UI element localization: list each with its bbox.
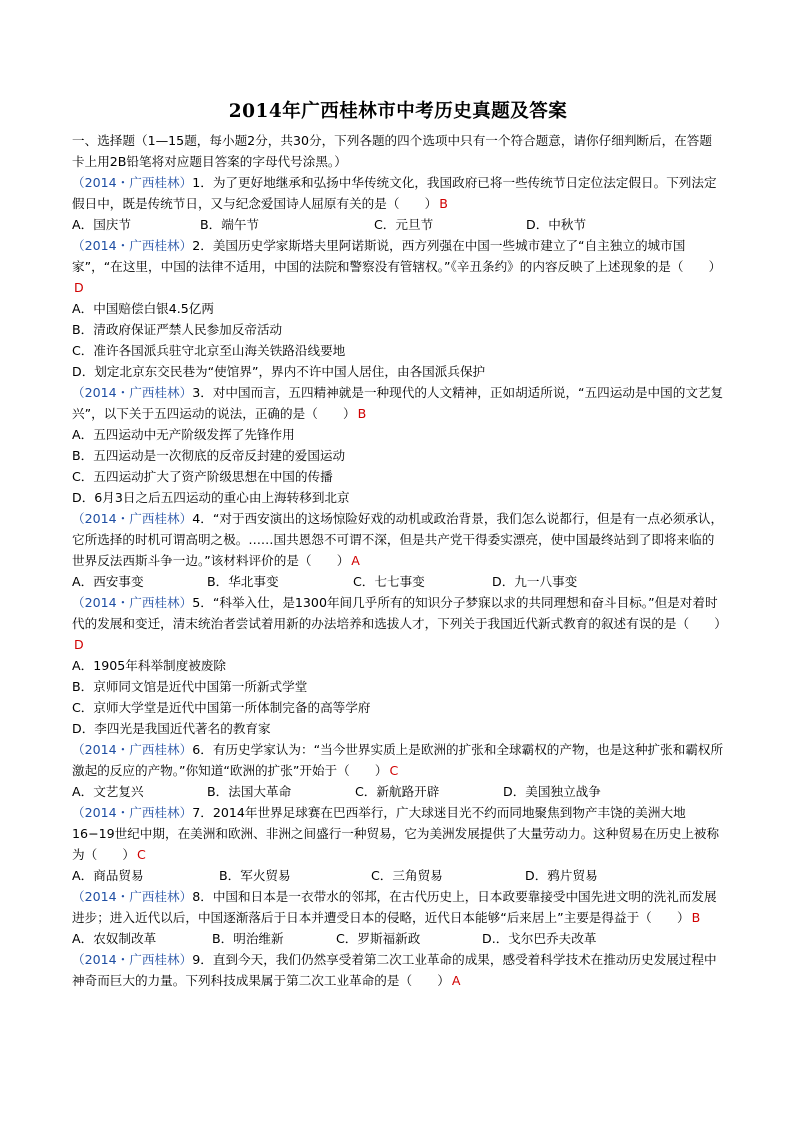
option-d: D．美国独立战争 — [503, 784, 601, 799]
option-a: A．农奴制改革 — [72, 931, 157, 946]
question-source: （2014・广西桂林） — [72, 742, 193, 757]
answer-key: A — [451, 973, 461, 988]
option-d: D．划定北京东交民巷为“使馆界”，界内不许中国人居住，由各国派兵保护 — [72, 364, 486, 379]
option-c: C．三角贸易 — [371, 868, 443, 883]
options-row — [72, 214, 724, 235]
question-8 — [72, 886, 724, 928]
question-source: （2014・广西桂林） — [72, 385, 193, 400]
document-page — [72, 100, 727, 991]
question-9 — [72, 949, 724, 991]
answer-key: B — [691, 910, 701, 925]
option-c: C．准许各国派兵驻守北京至山海关铁路沿线要地 — [72, 343, 346, 358]
question-1 — [72, 172, 724, 214]
question-6 — [72, 739, 724, 781]
answer-key: B — [357, 406, 367, 421]
option-c: C．五四运动扩大了资产阶级思想在中国的传播 — [72, 469, 333, 484]
option-b: B．华北事变 — [207, 574, 279, 589]
option-c: C．新航路开辟 — [355, 784, 440, 799]
option-a: A．商品贸易 — [72, 868, 144, 883]
option-d: D．九一八事变 — [492, 574, 578, 589]
question-3 — [72, 382, 724, 424]
question-source: （2014・广西桂林） — [72, 175, 193, 190]
option-b: B．法国大革命 — [207, 784, 292, 799]
option-d: D．李四光是我国近代著名的教育家 — [72, 721, 271, 736]
question-stem: 3．对中国而言，五四精神就是一种现代的人文精神，正如胡适所说，“五四运动是中国的文艺复兴”，以下关于五四运动的说法，正确的是（ ） — [72, 385, 724, 421]
question-source: （2014・广西桂林） — [72, 511, 193, 526]
option-b: B．五四运动是一次彻底的反帝反封建的爱国运动 — [72, 448, 346, 463]
answer-key: B — [439, 196, 448, 211]
options-row — [72, 781, 724, 802]
question-source: （2014・广西桂林） — [72, 595, 193, 610]
question-2 — [72, 235, 724, 298]
question-stem: 4．“对于西安演出的这场惊险好戏的动机或政治背景，我们怎么说都行，但是有一点必须承认，它所选择的时机可谓高明之极。……国共恩怨不可谓不深，但是共产党干得委实漂亮，使中国最终站到了即将来临的世界反法西斯斗争一边。”该材料评价的是（ ） — [72, 511, 724, 568]
option-a: A．1905年科举制度被废除 — [72, 658, 227, 673]
option-c: C．七七事变 — [353, 574, 425, 589]
option-d: D.．戈尔巴乔夫改革 — [482, 931, 597, 946]
option-a: A．西安事变 — [72, 574, 144, 589]
option-c: C．京师大学堂是近代中国第一所体制完备的高等学府 — [72, 700, 371, 715]
option-c: C．元旦节 — [374, 217, 434, 232]
option-a: A．文艺复兴 — [72, 784, 144, 799]
question-7 — [72, 802, 724, 865]
question-stem: 5．“科举入仕，是1300年间几乎所有的知识分子梦寐以求的共同理想和奋斗目标。”但是对着时代的发展和变迁，清末统治者尝试着用新的办法培养和选拔人才，下列关于我国近代新式教育的叙述有误的是（ ） — [72, 595, 727, 631]
question-stem: 7．2014年世界足球赛在巴西举行，广大球迷目光不约而同地聚焦到物产丰饶的美洲大地16−19世纪中期，在美洲和欧洲、非洲之间盛行一种贸易，它为美洲发展提供了大量劳动力。这种贸易在历史上被称为（ ） — [72, 805, 720, 862]
option-b: B．京师同文馆是近代中国第一所新式学堂 — [72, 679, 308, 694]
answer-key: C — [389, 763, 399, 778]
question-stem: 2．美国历史学家斯塔夫里阿诺斯说，西方列强在中国一些城市建立了“自主独立的城市国家”，“在这里，中国的法律不适用，中国的法院和警察没有管辖权。”《辛丑条约》的内容反映了上述现象的是（ ） — [72, 238, 722, 274]
option-b: B．清政府保证严禁人民参加反帝活动 — [72, 322, 283, 337]
option-c: C．罗斯福新政 — [336, 931, 421, 946]
question-stem: 6．有历史学家认为：“当今世界实质上是欧洲的扩张和全球霸权的产物，也是这种扩张和霸权所激起的反应的产物。”你知道“欧洲的扩张”开始于（ ） — [72, 742, 724, 778]
option-a: A．中国赔偿白银4.5亿两 — [72, 301, 214, 316]
question-source: （2014・广西桂林） — [72, 805, 193, 820]
question-source: （2014・广西桂林） — [72, 238, 193, 253]
options-row — [72, 571, 724, 592]
option-b: B．端午节 — [200, 217, 260, 232]
section-intro: 一、选择题（1—15题，每小题2分，共30分，下列各题的四个选项中只有一个符合题意，请你仔细判断后，在答题卡上用2B铅笔将对应题目答案的字母代号涂黑。） — [72, 133, 712, 169]
document-title: 2014年广西桂林市中考历史真题及答案 — [228, 101, 568, 122]
question-source: （2014・广西桂林） — [72, 952, 193, 967]
question-4 — [72, 508, 724, 571]
question-5 — [72, 592, 727, 655]
answer-key: D — [74, 637, 84, 652]
answer-key: D — [74, 280, 84, 295]
options-row — [72, 928, 724, 949]
option-a: A．五四运动中无产阶级发挥了先锋作用 — [72, 427, 295, 442]
option-a: A．国庆节 — [72, 217, 131, 232]
options-row — [72, 865, 724, 886]
option-b: B．明治维新 — [212, 931, 284, 946]
question-stem: 1．为了更好地继承和弘扬中华传统文化，我国政府已将一些传统节日定位法定假日。下列法定假日中，既是传统节日，又与纪念爱国诗人屈原有关的是（ ） — [72, 175, 717, 211]
answer-key: C — [136, 847, 146, 862]
option-d: D．鸦片贸易 — [525, 868, 598, 883]
question-stem: 8．中国和日本是一衣带水的邻邦，在古代历史上，日本政要靠接受中国先进文明的洗礼而发展进步；进入近代以后，中国逐渐落后于日本并遭受日本的侵略，近代日本能够“后来居上”主要是得益于（ ） — [72, 889, 717, 925]
option-d: D．6月3日之后五四运动的重心由上海转移到北京 — [72, 490, 350, 505]
option-d: D．中秋节 — [526, 217, 587, 232]
question-source: （2014・广西桂林） — [72, 889, 193, 904]
option-b: B．军火贸易 — [219, 868, 291, 883]
question-stem: 9．直到今天，我们仍然享受着第二次工业革命的成果，感受着科学技术在推动历史发展过程中神奇而巨大的力量。下列科技成果属于第二次工业革命的是（ ） — [72, 952, 717, 988]
answer-key: A — [351, 553, 360, 568]
